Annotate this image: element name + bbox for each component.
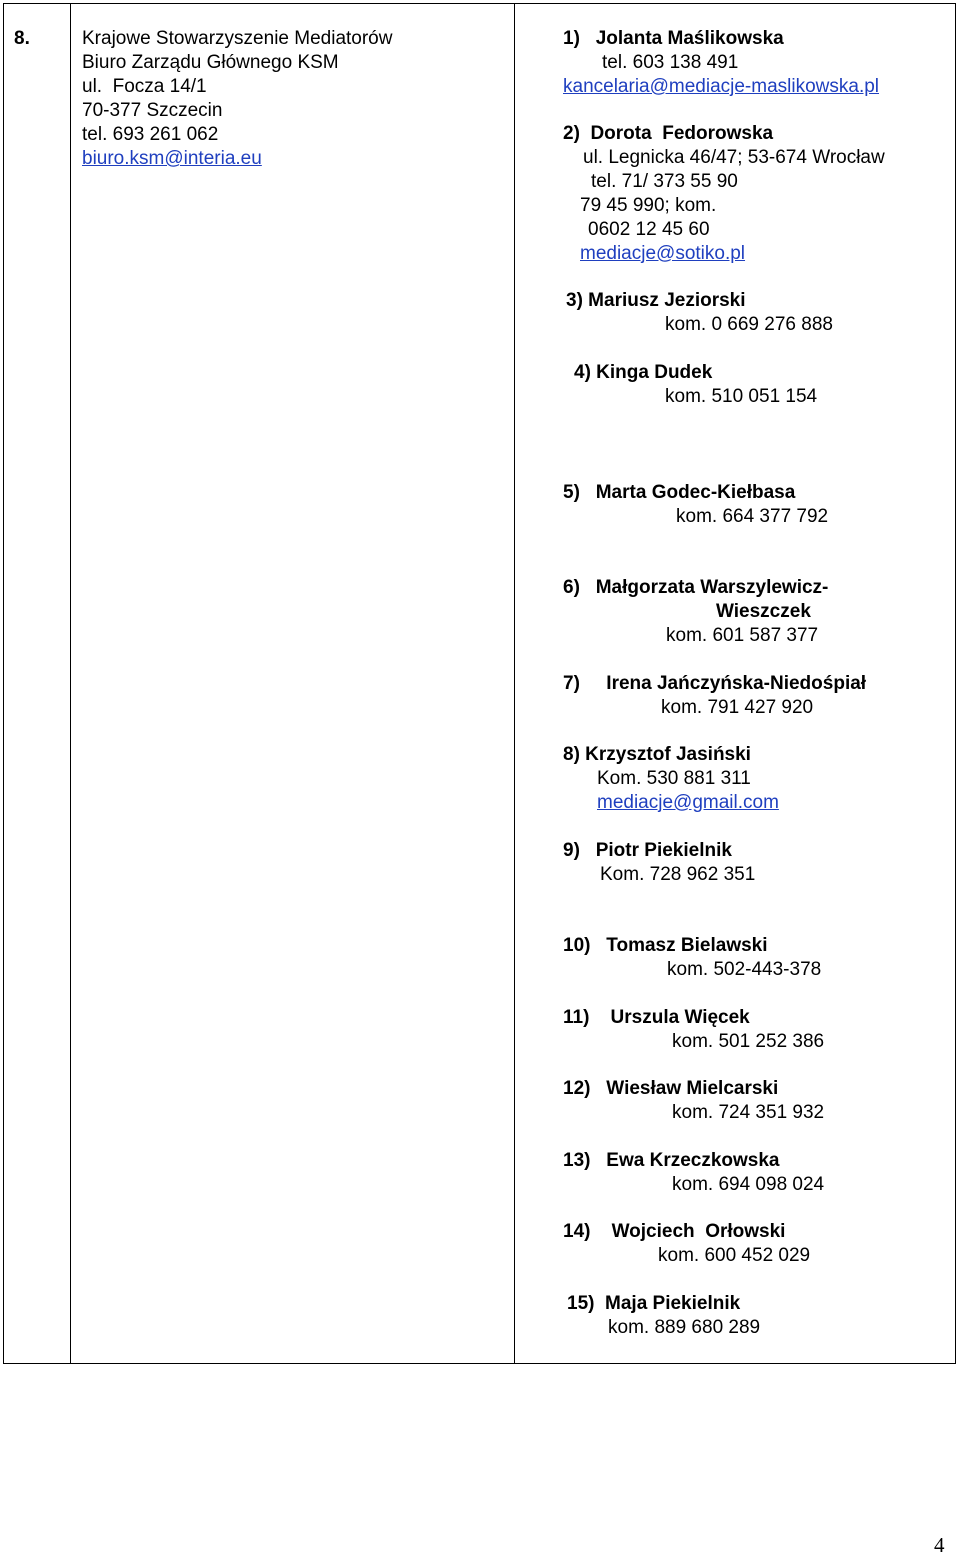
mediator-12-mobile: kom. 724 351 932 bbox=[672, 1102, 825, 1123]
organization-name-line2: Biuro Zarządu Głównego KSM bbox=[82, 52, 339, 73]
mediator-2-mobile: 0602 12 45 60 bbox=[588, 219, 710, 240]
mediator-7-mobile: kom. 791 427 920 bbox=[661, 697, 814, 718]
mediator-6-mobile: kom. 601 587 377 bbox=[666, 625, 819, 646]
organization-phone: tel. 693 261 062 bbox=[82, 124, 219, 145]
organization-address: ul. Focza 14/1 bbox=[82, 76, 207, 97]
mediator-11-name: 11) Urszula Więcek bbox=[563, 1007, 750, 1028]
mediator-5-name: 5) Marta Godec-Kiełbasa bbox=[563, 482, 796, 503]
mediator-8-email-link[interactable]: mediacje@gmail.com bbox=[597, 792, 779, 813]
column-divider-1 bbox=[70, 4, 71, 1363]
page-number: 4 bbox=[934, 1533, 945, 1557]
mediator-12-name: 12) Wiesław Mielcarski bbox=[563, 1078, 779, 1099]
mediator-4-name: 4) Kinga Dudek bbox=[574, 362, 713, 383]
row-number: 8. bbox=[14, 28, 30, 49]
mediator-14-name: 14) Wojciech Orłowski bbox=[563, 1221, 786, 1242]
column-divider-2 bbox=[514, 4, 515, 1363]
mediator-1-phone: tel. 603 138 491 bbox=[602, 52, 739, 73]
organization-city: 70-377 Szczecin bbox=[82, 100, 223, 121]
mediator-1-email-link[interactable]: kancelaria@mediacje-maslikowska.pl bbox=[563, 76, 880, 97]
mediator-4-mobile: kom. 510 051 154 bbox=[665, 386, 818, 407]
mediator-11-mobile: kom. 501 252 386 bbox=[672, 1031, 825, 1052]
mediator-15-mobile: kom. 889 680 289 bbox=[608, 1317, 761, 1338]
mediator-13-name: 13) Ewa Krzeczkowska bbox=[563, 1150, 780, 1171]
mediator-2-name: 2) Dorota Fedorowska bbox=[563, 123, 774, 144]
mediator-2-phone-cont: 79 45 990; kom. bbox=[580, 195, 717, 216]
mediator-10-name: 10) Tomasz Bielawski bbox=[563, 935, 768, 956]
mediator-15-name: 15) Maja Piekielnik bbox=[567, 1293, 741, 1314]
mediator-2-phone: tel. 71/ 373 55 90 bbox=[591, 171, 738, 192]
mediator-13-mobile: kom. 694 098 024 bbox=[672, 1174, 825, 1195]
mediator-7-name: 7) Irena Jańczyńska-Niedośpiał bbox=[563, 673, 867, 694]
mediator-2-email-link[interactable]: mediacje@sotiko.pl bbox=[580, 243, 746, 264]
mediator-9-mobile: Kom. 728 962 351 bbox=[600, 864, 756, 885]
mediator-6-name-cont: Wieszczek bbox=[716, 601, 811, 622]
organization-email-link[interactable]: biuro.ksm@interia.eu bbox=[82, 148, 262, 169]
mediator-8-name: 8) Krzysztof Jasiński bbox=[563, 744, 751, 765]
organization-name-line1: Krajowe Stowarzyszenie Mediatorów bbox=[82, 28, 393, 49]
mediator-5-mobile: kom. 664 377 792 bbox=[676, 506, 829, 527]
mediator-8-mobile: Kom. 530 881 311 bbox=[597, 768, 751, 789]
mediator-9-name: 9) Piotr Piekielnik bbox=[563, 840, 732, 861]
mediator-10-mobile: kom. 502-443-378 bbox=[667, 959, 822, 980]
mediator-2-address: ul. Legnicka 46/47; 53-674 Wrocław bbox=[583, 147, 885, 168]
mediator-1-name: 1) Jolanta Maślikowska bbox=[563, 28, 784, 49]
mediator-6-name: 6) Małgorzata Warszylewicz- bbox=[563, 577, 829, 598]
mediator-3-name: 3) Mariusz Jeziorski bbox=[566, 290, 746, 311]
mediator-14-mobile: kom. 600 452 029 bbox=[658, 1245, 811, 1266]
mediator-3-mobile: kom. 0 669 276 888 bbox=[665, 314, 833, 335]
